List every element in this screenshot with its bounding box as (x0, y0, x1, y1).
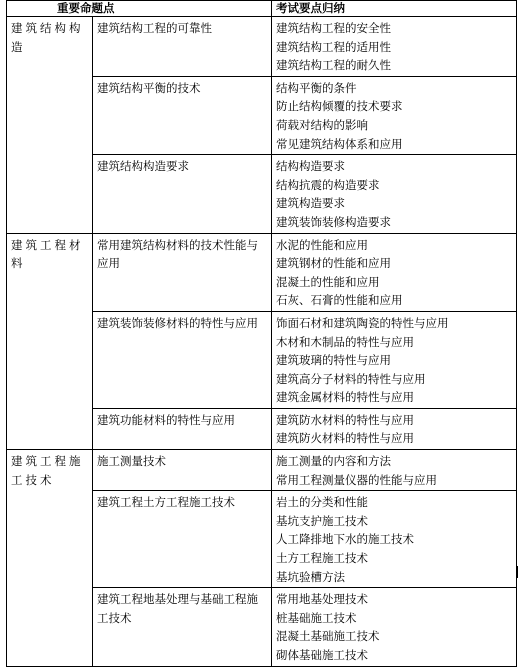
topic-cell: 建筑结构工程的可靠性 (93, 17, 272, 77)
point-item: 混凝土基础施工技术 (276, 629, 380, 644)
point-item: 建筑结构工程的安全性 (276, 21, 391, 35)
point-item: 基坑验槽方法 (276, 569, 345, 584)
topic-cell: 建筑结构平衡的技术 (93, 76, 272, 154)
points-cell (272, 311, 517, 408)
point-item: 建筑高分子材料的特性与应用 (276, 371, 426, 386)
point-item: 基坑支护施工技术 (276, 513, 368, 528)
point-item: 人工降排地下水的施工技术 (276, 532, 414, 547)
topic-cell: 常用建筑结构材料的技术性能与应用 (93, 233, 272, 311)
point-item: 结构平衡的条件 (276, 80, 357, 95)
topic-cell: 建筑装饰装修材料的特性与应用 (93, 311, 272, 408)
point-item: 建筑结构工程的适用性 (276, 39, 391, 54)
header-exam-points: 考试要点归纳 (272, 1, 517, 17)
text-cursor-mark (516, 566, 518, 578)
point-item: 结构抗震的构造要求 (276, 177, 380, 192)
point-item: 水泥的性能和应用 (276, 237, 368, 252)
point-item: 施工测量的内容和方法 (276, 454, 391, 469)
category-cell: 建筑工程材料 (7, 233, 93, 450)
header-row (7, 1, 517, 17)
point-item: 荷载对结构的影响 (276, 117, 368, 132)
point-item: 饰面石材和建筑陶瓷的特性与应用 (276, 315, 449, 330)
table-row (7, 17, 517, 77)
topic-cell: 建筑工程地基处理与基础工程施工技术 (93, 588, 272, 666)
category-cell: 建筑工程施工技术 (7, 450, 93, 667)
point-item: 建筑装饰装修构造要求 (276, 214, 391, 229)
points-cell (272, 17, 517, 77)
point-item: 防止结构倾覆的技术要求 (276, 99, 403, 114)
points-cell (272, 233, 517, 311)
topic-cell: 建筑结构构造要求 (93, 155, 272, 233)
point-item: 木材和木制品的特性与应用 (276, 334, 414, 349)
point-item: 桩基础施工技术 (276, 610, 357, 625)
points-cell (272, 76, 517, 154)
points-cell (272, 408, 517, 449)
point-item: 建筑结构工程的耐久性 (276, 58, 391, 73)
point-item: 砌体基础施工技术 (276, 648, 368, 662)
point-item: 建筑钢材的性能和应用 (276, 256, 391, 271)
point-item: 常见建筑结构体系和应用 (276, 136, 403, 151)
point-item: 建筑防火材料的特性与应用 (276, 431, 414, 446)
point-item: 建筑构造要求 (276, 196, 345, 211)
exam-outline-table (6, 0, 517, 667)
points-cell (272, 588, 517, 666)
points-cell (272, 155, 517, 233)
category-cell: 建筑结构构造 (7, 17, 93, 234)
point-item: 常用地基处理技术 (276, 592, 368, 607)
point-item: 建筑玻璃的特性与应用 (276, 353, 391, 368)
topic-cell: 建筑功能材料的特性与应用 (93, 408, 272, 449)
points-cell (272, 450, 517, 491)
header-key-topics: 重要命题点 (7, 1, 272, 17)
point-item: 常用工程测量仪器的性能与应用 (276, 472, 437, 487)
point-item: 岩土的分类和性能 (276, 495, 368, 510)
points-cell (272, 491, 517, 588)
point-item: 混凝土的性能和应用 (276, 274, 380, 289)
topic-cell: 建筑工程土方工程施工技术 (93, 491, 272, 588)
point-item: 建筑金属材料的特性与应用 (276, 390, 414, 405)
point-item: 土方工程施工技术 (276, 551, 368, 566)
point-item: 结构构造要求 (276, 159, 345, 174)
point-item: 建筑防水材料的特性与应用 (276, 412, 414, 427)
table-row (7, 233, 517, 311)
point-item: 石灰、石膏的性能和应用 (276, 293, 403, 308)
topic-cell: 施工测量技术 (93, 450, 272, 491)
table-row (7, 450, 517, 491)
